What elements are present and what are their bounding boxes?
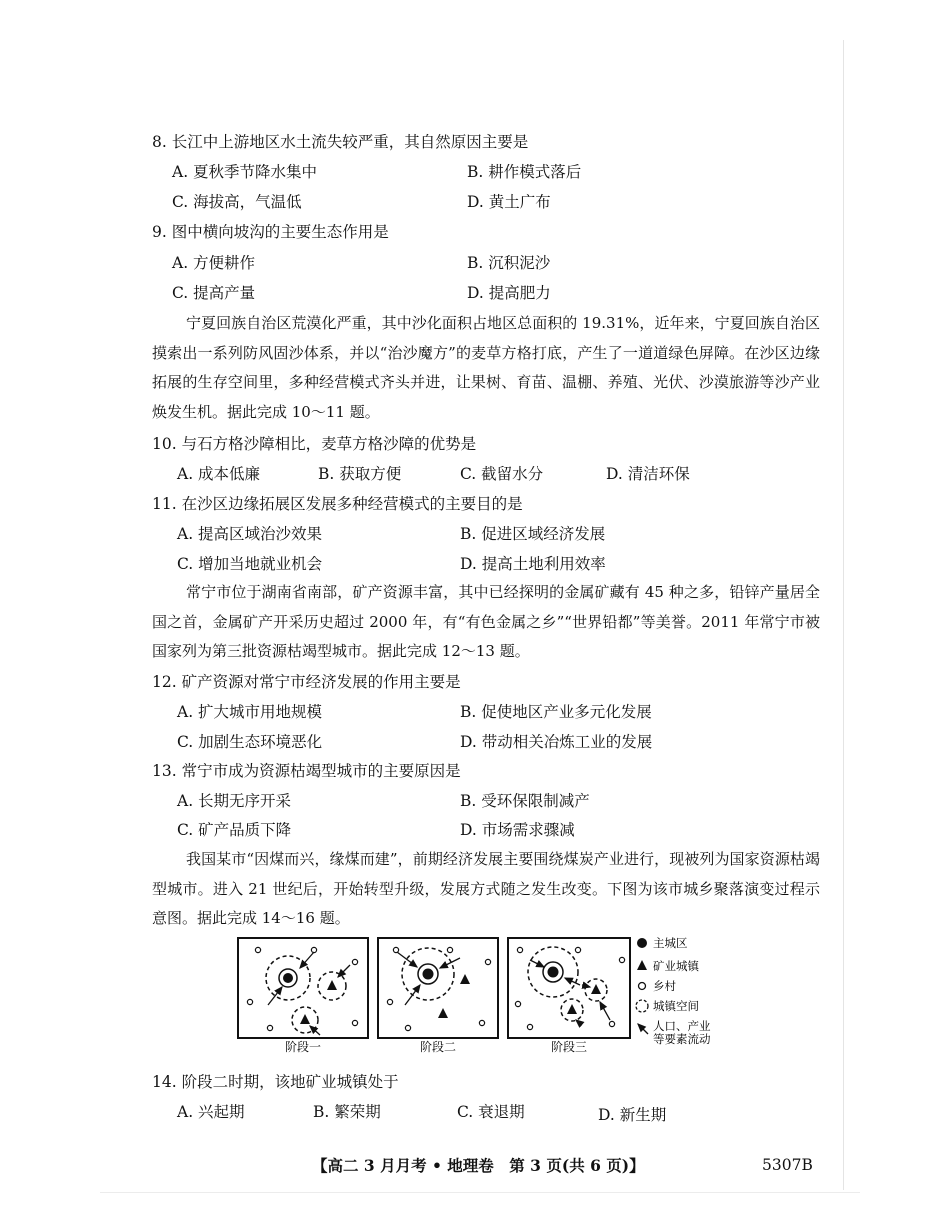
legend-flow-line2: 等要素流动 xyxy=(653,1032,711,1046)
stage-1-panel xyxy=(238,938,368,1038)
settlement-evolution-figure xyxy=(230,930,730,1060)
question-13-option-a: A. 长期无序开采 xyxy=(177,792,292,810)
question-10-option-a: A. 成本低廉 xyxy=(177,465,261,483)
stage-1-label: 阶段一 xyxy=(284,1040,322,1054)
question-12-option-b: B. 促使地区产业多元化发展 xyxy=(460,703,652,721)
question-11-option-c: C. 增加当地就业机会 xyxy=(177,555,323,573)
question-13-option-d: D. 市场需求骤减 xyxy=(460,821,575,839)
stage-3-label: 阶段三 xyxy=(550,1040,588,1054)
question-12-stem: 12. 矿产资源对常宁市经济发展的作用主要是 xyxy=(152,673,461,691)
stage-2-panel xyxy=(378,938,498,1038)
question-8-option-d: D. 黄土广布 xyxy=(467,193,551,211)
question-12-option-c: C. 加剧生态环境恶化 xyxy=(177,733,323,751)
question-9-option-d: D. 提高肥力 xyxy=(467,284,551,302)
question-14-stem: 14. 阶段二时期，该地矿业城镇处于 xyxy=(152,1073,399,1091)
question-13-stem: 13. 常宁市成为资源枯竭型城市的主要原因是 xyxy=(152,762,461,780)
legend-village: 乡村 xyxy=(653,979,676,993)
question-10-stem: 10. 与石方格沙障相比，麦草方格沙障的优势是 xyxy=(152,435,477,453)
question-9-option-c: C. 提高产量 xyxy=(172,284,256,302)
page-bottom-edge xyxy=(100,1192,860,1193)
question-13-option-c: C. 矿产品质下降 xyxy=(177,821,292,839)
question-11-option-d: D. 提高土地利用效率 xyxy=(460,555,606,573)
stage-2-label: 阶段二 xyxy=(419,1040,457,1054)
exam-code: 5307B xyxy=(762,1156,813,1174)
stage-3-panel xyxy=(508,938,630,1038)
question-8-option-b: B. 耕作模式落后 xyxy=(467,163,582,181)
legend-main-city: 主城区 xyxy=(653,936,688,950)
question-14-option-a: A. 兴起期 xyxy=(177,1103,245,1121)
question-10-option-b: B. 获取方便 xyxy=(318,465,402,483)
question-14-option-b: B. 繁荣期 xyxy=(313,1103,381,1121)
question-11-stem: 11. 在沙区边缘拓展区发展多种经营模式的主要目的是 xyxy=(152,495,523,513)
question-12-option-a: A. 扩大城市用地规模 xyxy=(177,703,323,721)
legend-town-space: 城镇空间 xyxy=(653,999,699,1013)
passage-coal-city: 我国某市“因煤而兴，缘煤而建”，前期经济发展主要围绕煤炭产业进行，现被列为国家资源枯竭型城市。进入 21 世纪后，开始转型升级，发展方式随之发生改变。下图为该市城乡聚落演变过程示意图。据此完成 14～16 题。 xyxy=(152,850,820,927)
legend-flow-line1: 人口、产业 xyxy=(653,1019,711,1033)
question-8-option-a: A. 夏秋季节降水集中 xyxy=(172,163,318,181)
question-12-option-d: D. 带动相关冶炼工业的发展 xyxy=(460,733,653,751)
passage-changning: 常宁市位于湖南省南部，矿产资源丰富，其中已经探明的金属矿藏有 45 种之多，铅锌产量居全国之首，金属矿产开采历史超过 2000 年，有“有色金属之乡”“世界铅都”等美誉。2011 年常宁市被国家列为第三批资源枯竭型城市。据此完成 12～13 题。 xyxy=(152,583,820,660)
question-11-option-a: A. 提高区域治沙效果 xyxy=(177,525,323,543)
question-10-option-c: C. 截留水分 xyxy=(460,465,544,483)
question-13-option-b: B. 受环保限制减产 xyxy=(460,792,590,810)
page-edge xyxy=(843,40,844,1190)
question-11-option-b: B. 促进区域经济发展 xyxy=(460,525,606,543)
question-9-stem: 9. 图中横向坡沟的主要生态作用是 xyxy=(152,223,389,241)
question-14-option-c: C. 衰退期 xyxy=(457,1103,525,1121)
legend-mining-town: 矿业城镇 xyxy=(653,959,699,973)
question-8-option-c: C. 海拔高，气温低 xyxy=(172,193,302,211)
question-9-option-b: B. 沉积泥沙 xyxy=(467,254,551,272)
passage-ningxia: 宁夏回族自治区荒漠化严重，其中沙化面积占地区总面积的 19.31%，近年来，宁夏回族自治区摸索出一系列防风固沙体系，并以“治沙魔方”的麦草方格打底，产生了一道道绿色屏障。在沙区边缘拓展的生存空间里，多种经营模式齐头并进，让果树、育苗、温棚、养殖、光伏、沙漠旅游等沙产业焕发生机。据此完成 10～11 题。 xyxy=(152,314,820,421)
question-8-stem: 8. 长江中上游地区水土流失较严重，其自然原因主要是 xyxy=(152,133,529,151)
question-14-option-d: D. 新生期 xyxy=(598,1106,667,1124)
page-footer: 【高二 3 月月考 • 地理卷 第 3 页(共 6 页)】 xyxy=(312,1156,645,1175)
figure-legend xyxy=(636,936,711,1046)
question-10-option-d: D. 清洁环保 xyxy=(606,465,690,483)
question-9-option-a: A. 方便耕作 xyxy=(172,254,256,272)
